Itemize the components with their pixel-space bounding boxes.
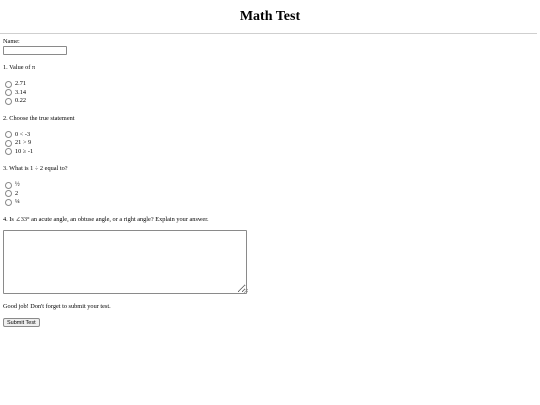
- question-4-text: 4. Is ∠33° an acute angle, an obtuse angle, or a right angle? Explain your answer.: [3, 215, 209, 223]
- name-input[interactable]: [3, 46, 67, 55]
- submit-test-button[interactable]: Submit Test: [3, 318, 40, 327]
- question-3-options: [3, 181, 533, 207]
- question-1: [3, 64, 533, 106]
- option-label: ¼: [15, 198, 20, 206]
- resize-grip-icon[interactable]: [243, 288, 248, 293]
- option-label: 0.22: [15, 97, 27, 105]
- radio-button[interactable]: [5, 131, 12, 138]
- question-1-option-3[interactable]: [3, 97, 533, 106]
- radio-button[interactable]: [5, 140, 12, 147]
- question-2-option-3[interactable]: [3, 148, 533, 157]
- question-3: [3, 165, 533, 207]
- radio-button[interactable]: [5, 148, 12, 155]
- question-2-text: 2. Choose the true statement: [3, 114, 75, 122]
- question-3-option-2[interactable]: [3, 190, 533, 199]
- option-label: 3.14: [15, 88, 27, 96]
- test-form: [3, 38, 533, 327]
- option-label: 10 ≥ -1: [15, 147, 34, 155]
- name-label: Name:: [3, 38, 20, 45]
- question-3-option-1[interactable]: [3, 181, 533, 190]
- option-label: 2.71: [15, 80, 27, 88]
- question-4: [3, 216, 533, 294]
- radio-button[interactable]: [5, 89, 12, 96]
- radio-button[interactable]: [5, 81, 12, 88]
- radio-button[interactable]: [5, 182, 12, 189]
- question-2-options: [3, 131, 533, 157]
- radio-button[interactable]: [5, 98, 12, 105]
- option-label: ½: [15, 181, 20, 189]
- question-1-text: 1. Value of π: [3, 64, 36, 71]
- question-3-text: 3. What is 1 ÷ 2 equal to?: [3, 165, 68, 172]
- option-label: 21 > 9: [15, 139, 32, 147]
- question-2-option-1[interactable]: [3, 131, 533, 140]
- answer-textarea-wrapper: [3, 230, 249, 294]
- header-divider: [0, 33, 537, 35]
- question-1-options: [3, 80, 533, 106]
- radio-button[interactable]: [5, 190, 12, 197]
- question-1-option-2[interactable]: [3, 89, 533, 98]
- question-1-option-1[interactable]: [3, 80, 533, 89]
- footer-message: Good job! Don't forget to submit your test.: [3, 302, 111, 310]
- option-label: 2: [15, 189, 19, 197]
- question-3-option-3[interactable]: [3, 198, 533, 207]
- question-2: [3, 115, 533, 157]
- radio-button[interactable]: [5, 199, 12, 206]
- question-2-option-2[interactable]: [3, 139, 533, 148]
- answer-textarea[interactable]: [3, 230, 247, 294]
- page-title: Math Test: [239, 9, 301, 24]
- option-label: 0 < -3: [15, 130, 31, 138]
